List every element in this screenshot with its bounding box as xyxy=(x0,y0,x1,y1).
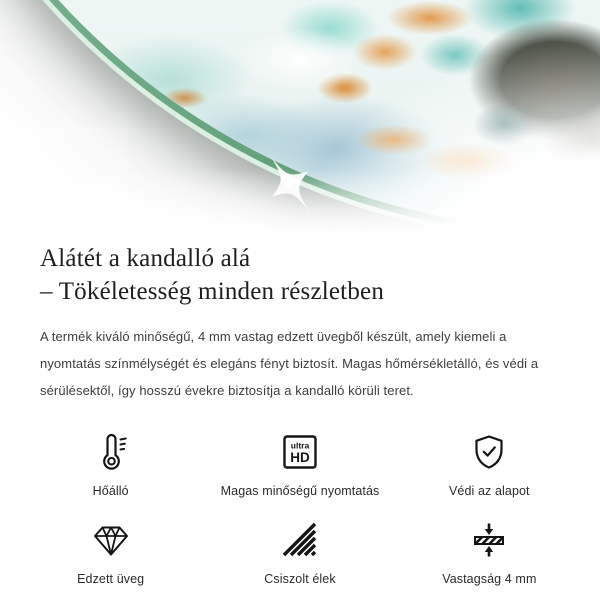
feature-label: Hőálló xyxy=(92,484,129,498)
page-title xyxy=(40,242,560,308)
title-line-2: – Tökéletesség minden részletben xyxy=(40,278,385,305)
feature-label: Magas minőségű nyomtatás xyxy=(220,484,380,498)
feature-polished-edges xyxy=(205,519,394,586)
feature-thickness xyxy=(395,519,584,586)
thickness-icon xyxy=(469,519,509,561)
feature-label: Csiszolt élek xyxy=(264,572,336,586)
shield-check-icon xyxy=(469,431,509,473)
feature-label: Vastagság 4 mm xyxy=(442,572,537,586)
polished-edges-icon xyxy=(280,519,320,561)
product-image xyxy=(0,0,600,234)
feature-tempered-glass xyxy=(16,519,205,586)
feature-print-quality xyxy=(205,431,394,498)
ultra-hd-icon xyxy=(280,431,320,473)
svg-text:HD: HD xyxy=(290,450,310,465)
thermometer-icon xyxy=(91,431,131,473)
svg-text:ultra: ultra xyxy=(290,440,310,451)
diamond-icon xyxy=(91,519,131,561)
feature-label: Edzett üveg xyxy=(77,572,145,586)
feature-label: Védi az alapot xyxy=(449,484,530,498)
feature-grid xyxy=(16,431,584,586)
feature-heat-resistant xyxy=(16,431,205,498)
feature-protects-base xyxy=(395,431,584,498)
title-line-1: Alátét a kandalló alá xyxy=(40,245,251,272)
product-description: A termék kiváló minőségű, 4 mm vastag edzett üvegből készült, amely kiemeli a nyomtatás színmélységét és elegáns fényt biztosít. Magas hőmérsékletálló, és védi a sérülésektől, így hosszú évekre biztosítja a kandalló körüli teret. xyxy=(40,329,539,398)
